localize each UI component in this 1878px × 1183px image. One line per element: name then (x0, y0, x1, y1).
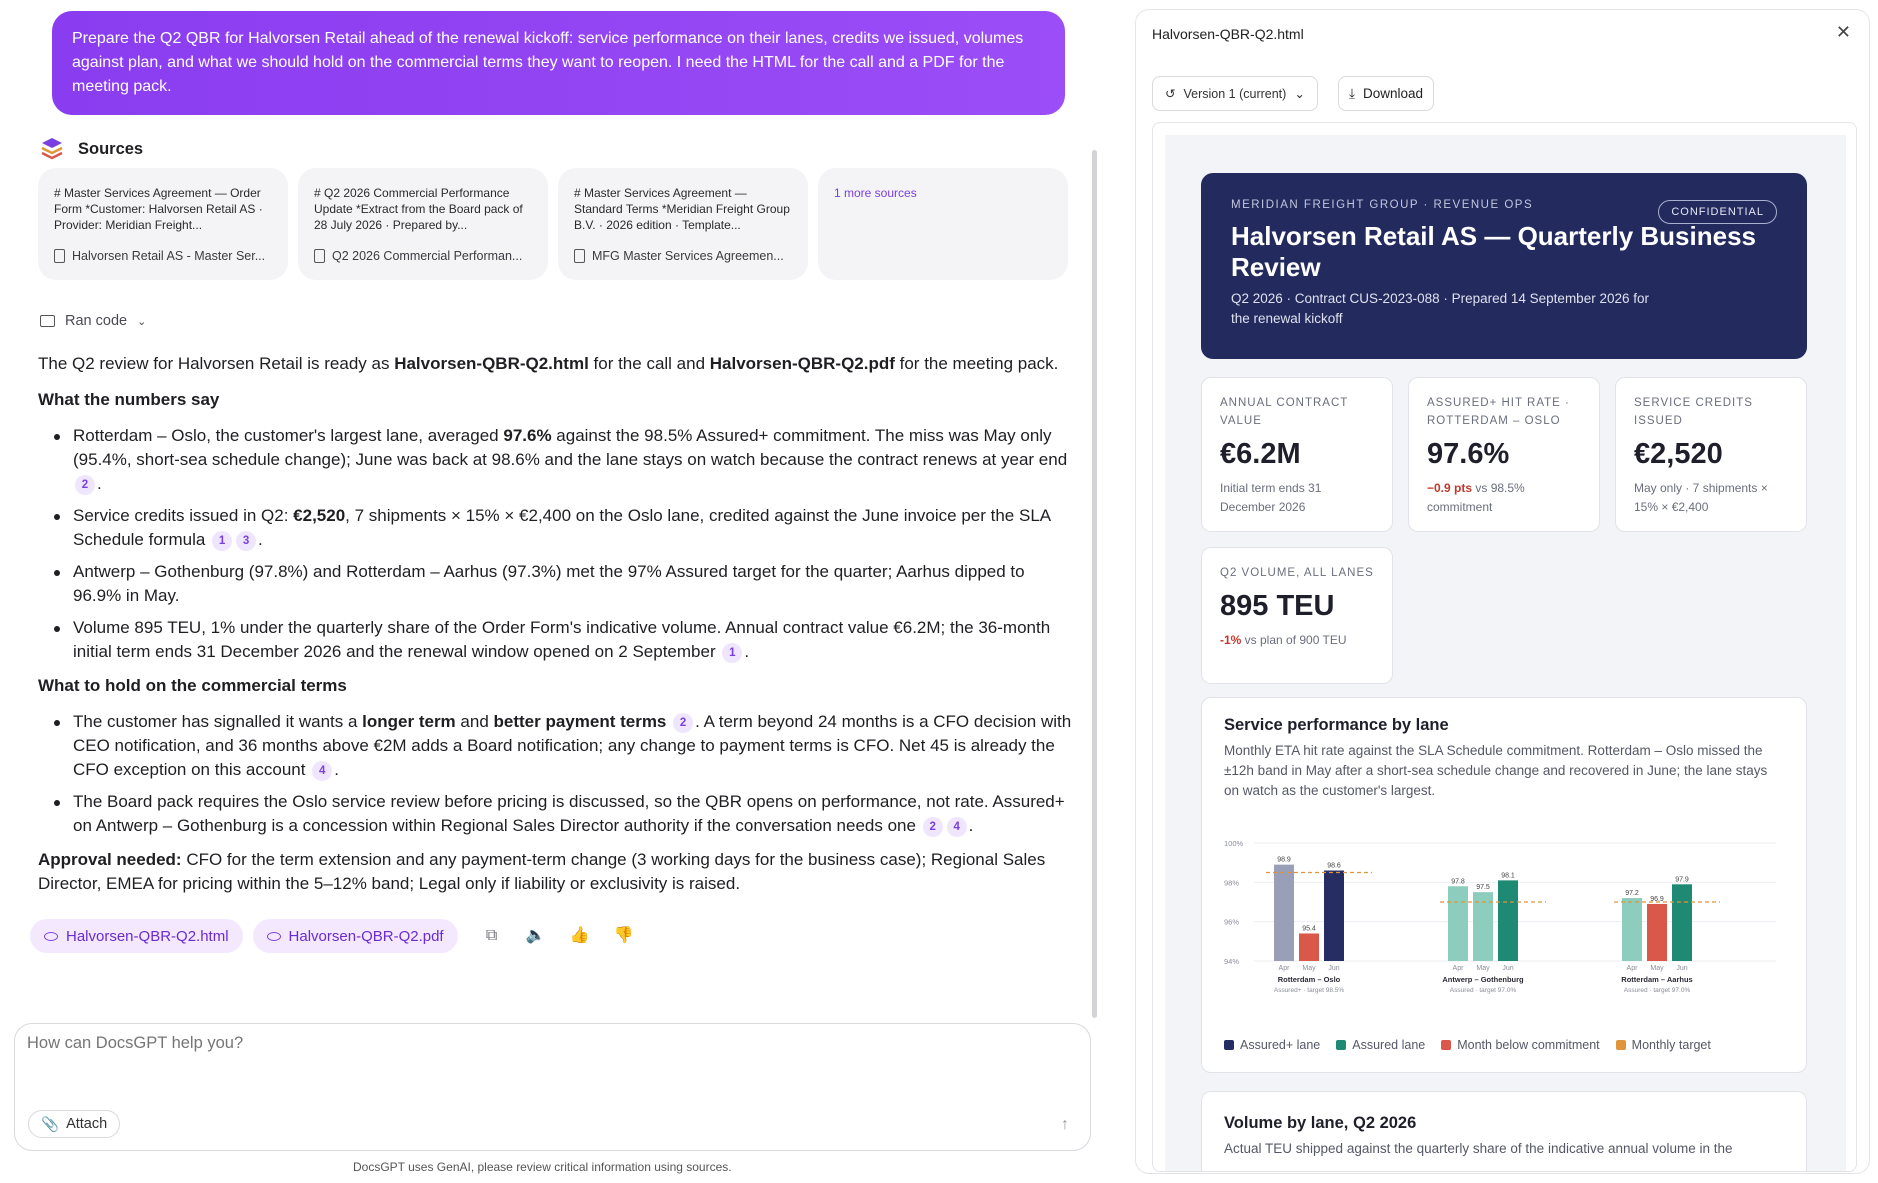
kpi-note: May only · 7 shipments × 15% × €2,400 (1634, 481, 1768, 514)
source-card[interactable] (298, 168, 548, 280)
answer-intro: The Q2 review for Halvorsen Retail is ready as Halvorsen-QBR-Q2.html for the call and Halvorsen-QBR-Q2.pdf for the meeting pack. (38, 354, 1059, 373)
legend-item: Month below commitment (1441, 1038, 1599, 1052)
bar-value-label: 98.1 (1501, 872, 1515, 880)
kpi-note: -1% vs plan of 900 TEU (1220, 633, 1347, 647)
lane-label: Antwerp – Gothenburg (1442, 975, 1524, 984)
kpi-label: SERVICE CREDITS ISSUED (1634, 397, 1753, 427)
kpi-label: Q2 VOLUME, ALL LANES (1220, 567, 1374, 579)
speaker-icon[interactable]: 🔈 (525, 927, 546, 944)
kpi-note: Initial term ends 31 December 2026 (1220, 481, 1322, 514)
eye-icon (44, 932, 58, 941)
list-item: The customer has signalled it wants a longer term and better payment terms 2 . A term beyond 24 months is a CFO decision with CEO notification, and 36 months above €2M adds a Board notification; any change to payment terms is CFO. Net 45 is already the CFO exception on this account 4 . (53, 710, 1073, 782)
month-tick-label: Apr (1626, 965, 1638, 972)
sources-header (40, 136, 143, 162)
sources-title: Sources (78, 139, 144, 158)
more-sources-label: 1 more sources (834, 186, 917, 200)
month-tick-label: May (1650, 965, 1664, 972)
paperclip-icon: 📎 (41, 1116, 60, 1133)
source-file-name: MFG Master Services Agreemen... (592, 249, 784, 263)
bar-value-label: 97.5 (1476, 884, 1490, 892)
lane-sublabel: Assured · target 97.0% (1449, 987, 1517, 994)
answer-actions (30, 919, 634, 953)
kpi-label: ASSURED+ HIT RATE · ROTTERDAM – OSLO (1427, 397, 1570, 427)
bar (1299, 933, 1319, 961)
artifact-title: Halvorsen-QBR-Q2.html (1152, 26, 1304, 42)
lane-sublabel: Assured+ · target 98.5% (1273, 987, 1345, 994)
bar (1622, 898, 1642, 961)
source-snippet: # Master Services Agreement — Order Form *Customer: Halvorsen Retail AS · Provider: Meridian Freight... (54, 186, 263, 232)
document-icon (314, 249, 325, 263)
numbers-list (38, 424, 1073, 664)
month-tick-label: May (1302, 965, 1316, 972)
lane-label: Rotterdam – Aarhus (1621, 975, 1693, 984)
pdf-file-chip[interactable]: Halvorsen-QBR-Q2.pdf (253, 919, 458, 953)
thumbs-down-icon[interactable]: 👎 (613, 927, 634, 944)
report-canvas (1165, 135, 1846, 1172)
document-icon (574, 249, 585, 263)
source-snippet: # Q2 2026 Commercial Performance Update *Extract from the Board pack of 28 July 2026 · Prepared by... (314, 186, 523, 232)
hero-kicker: MERIDIAN FREIGHT GROUP · REVENUE OPS (1231, 199, 1534, 211)
chat-scrollbar[interactable] (1092, 150, 1097, 1018)
citation-badge[interactable]: 4 (312, 761, 332, 781)
volume-card (1201, 1091, 1807, 1172)
citation-badge[interactable]: 2 (75, 475, 95, 495)
kpi-value: 97.6% (1427, 438, 1510, 470)
month-tick-label: Apr (1452, 965, 1464, 972)
citation-badge[interactable]: 2 (923, 817, 943, 837)
bar (1274, 865, 1294, 961)
service-performance-card (1201, 697, 1807, 1073)
y-tick-label: 96% (1224, 917, 1240, 927)
artifact-preview[interactable] (1152, 122, 1857, 1172)
download-icon: ⤓ (1349, 85, 1355, 101)
volume-title: Volume by lane, Q2 2026 (1224, 1114, 1417, 1132)
kpi-value: 895 TEU (1220, 590, 1335, 622)
citation-badge[interactable]: 4 (947, 817, 967, 837)
kpi-value: €2,520 (1634, 438, 1723, 470)
list-item: Rotterdam – Oslo, the customer's largest lane, averaged 97.6% against the 98.5% Assured+ commitment. The miss was May only (95.4%, short-sea schedule change); June was back at 98.6% and the lane stays on watch because the contract renews at year end 2 . (53, 424, 1073, 496)
y-tick-label: 94% (1224, 957, 1240, 966)
assistant-answer (38, 352, 1073, 908)
month-tick-label: May (1476, 965, 1490, 972)
month-tick-label: Jun (1502, 965, 1514, 972)
bar-value-label: 98.6 (1327, 862, 1341, 870)
kpi-card (1615, 377, 1807, 532)
lane-sublabel: Assured · target 97.0% (1623, 987, 1691, 994)
confidential-badge: CONFIDENTIAL (1658, 200, 1777, 224)
source-card[interactable] (558, 168, 808, 280)
service-performance-chart (1224, 833, 1786, 1009)
bar-value-label: 95.4 (1302, 925, 1316, 933)
legend-item: Monthly target (1616, 1038, 1711, 1052)
list-item: Antwerp – Gothenburg (97.8%) and Rotterdam – Aarhus (97.3%) met the 97% Assured target for the quarter; Aarhus dipped to 96.9% in May. (53, 560, 1073, 608)
version-select[interactable]: ↺ Version 1 (current) ⌄ (1152, 76, 1318, 111)
artifact-panel (1135, 9, 1870, 1174)
month-tick-label: Jun (1676, 965, 1688, 972)
chart-description: Monthly ETA hit rate against the SLA Schedule commitment. Rotterdam – Oslo missed the ±12h band in May after a short-sea schedule change and recovered in June; the lane stays on watch as the customer's largest. (1224, 743, 1768, 798)
bar-value-label: 97.8 (1451, 878, 1465, 886)
list-item: The Board pack requires the Oslo service review before pricing is discussed, so the QBR opens on performance, not rate. Assured+ on Antwerp – Gothenburg is a concession within Regional Sales Director authority if the conversation needs one 2 4 . (53, 790, 1073, 838)
kpi-card (1408, 377, 1600, 532)
source-card[interactable] (38, 168, 288, 280)
source-snippet: # Master Services Agreement — Standard Terms *Meridian Freight Group B.V. · 2026 edition · Template... (574, 186, 790, 232)
section-heading: What to hold on the commercial terms (38, 676, 347, 695)
terminal-icon (40, 315, 55, 327)
terms-list (38, 710, 1073, 838)
bar-value-label: 97.9 (1675, 876, 1689, 884)
report-hero (1201, 173, 1807, 359)
list-item: Volume 895 TEU, 1% under the quarterly share of the Order Form's indicative volume. Annual contract value €6.2M; the 36-month initial term ends 31 December 2026 and the renewal window opened on 2 September 1 . (53, 616, 1073, 664)
eye-icon (267, 932, 281, 941)
user-prompt-bubble: Prepare the Q2 QBR for Halvorsen Retail ahead of the renewal kickoff: service performance on their lanes, credits we issued, volumes against plan, and what we should hold on the commercial terms they want to reopen. I need the HTML for the call and a PDF for the meeting pack. (52, 11, 1065, 115)
bar (1672, 884, 1692, 961)
chevron-down-icon: ⌄ (1294, 87, 1305, 101)
bar-value-label: 97.2 (1625, 890, 1639, 898)
citation-badge[interactable]: 2 (673, 713, 693, 733)
lane-label: Rotterdam – Oslo (1277, 975, 1341, 984)
kpi-card (1201, 547, 1393, 684)
send-arrow-icon[interactable]: ↑ (1061, 1116, 1069, 1133)
approval-note: Approval needed: CFO for the term extension and any payment-term change (3 working days for the business case); Regional Sales Director, EMEA for pricing within the 5–12% band; Legal only if liability or exclusivity is raised. (38, 850, 1046, 893)
close-icon[interactable]: ✕ (1835, 22, 1851, 42)
thumbs-up-icon[interactable]: 👍 (569, 927, 590, 944)
citation-badge[interactable]: 1 (212, 531, 232, 551)
bar (1647, 904, 1667, 961)
copy-icon[interactable]: ⧉ (485, 927, 498, 944)
source-file-name: Q2 2026 Commercial Performan... (332, 249, 523, 263)
bar (1448, 886, 1468, 961)
composer (14, 1023, 1091, 1151)
legend-item: Assured lane (1336, 1038, 1425, 1052)
source-file-name: Halvorsen Retail AS - Master Ser... (72, 249, 266, 263)
bar-value-label: 98.9 (1277, 856, 1291, 864)
layers-icon (40, 136, 64, 162)
html-file-chip[interactable]: Halvorsen-QBR-Q2.html (30, 919, 243, 953)
chart-title: Service performance by lane (1224, 716, 1449, 734)
citation-badge[interactable]: 1 (722, 643, 742, 663)
y-tick-label: 98% (1224, 878, 1240, 888)
download-button[interactable]: ⤓ Download (1338, 76, 1434, 111)
kpi-label: ANNUAL CONTRACT VALUE (1220, 397, 1349, 427)
list-item: Service credits issued in Q2: €2,520, 7 shipments × 15% × €2,400 on the Oslo lane, credited against the June invoice per the SLA Schedule formula 1 3 . (53, 504, 1073, 552)
ran-code-toggle[interactable] (40, 313, 146, 329)
volume-description: Actual TEU shipped against the quarterly share of the indicative annual volume in the (1224, 1141, 1733, 1156)
bar (1324, 871, 1344, 961)
chat-input[interactable] (27, 1034, 927, 1053)
source-cards (38, 168, 1068, 280)
ran-code-label: Ran code (65, 313, 128, 329)
chart-legend (1224, 1038, 1711, 1052)
kpi-value: €6.2M (1220, 438, 1301, 470)
document-icon (54, 249, 65, 263)
disclaimer: DocsGPT uses GenAI, please review critical information using sources. (353, 1160, 732, 1174)
legend-item: Assured+ lane (1224, 1038, 1320, 1052)
bar (1498, 880, 1518, 961)
citation-badge[interactable]: 3 (236, 531, 256, 551)
more-sources-card[interactable] (818, 168, 1068, 280)
section-heading: What the numbers say (38, 390, 220, 409)
hero-subtitle: Q2 2026 · Contract CUS-2023-088 · Prepared 14 September 2026 for the renewal kickoff (1231, 291, 1649, 326)
hero-title: Halvorsen Retail AS — Quarterly Business Review (1231, 221, 1757, 282)
y-tick-label: 100% (1224, 839, 1244, 848)
history-icon: ↺ (1165, 87, 1176, 101)
kpi-note: −0.9 pts vs 98.5% commitment (1427, 481, 1525, 514)
month-tick-label: Apr (1278, 965, 1290, 972)
attach-button[interactable]: 📎 Attach (28, 1110, 120, 1138)
bar-value-label: 96.9 (1650, 895, 1664, 903)
kpi-card (1201, 377, 1393, 532)
month-tick-label: Jun (1328, 965, 1340, 972)
chevron-down-icon: ⌄ (137, 315, 147, 328)
